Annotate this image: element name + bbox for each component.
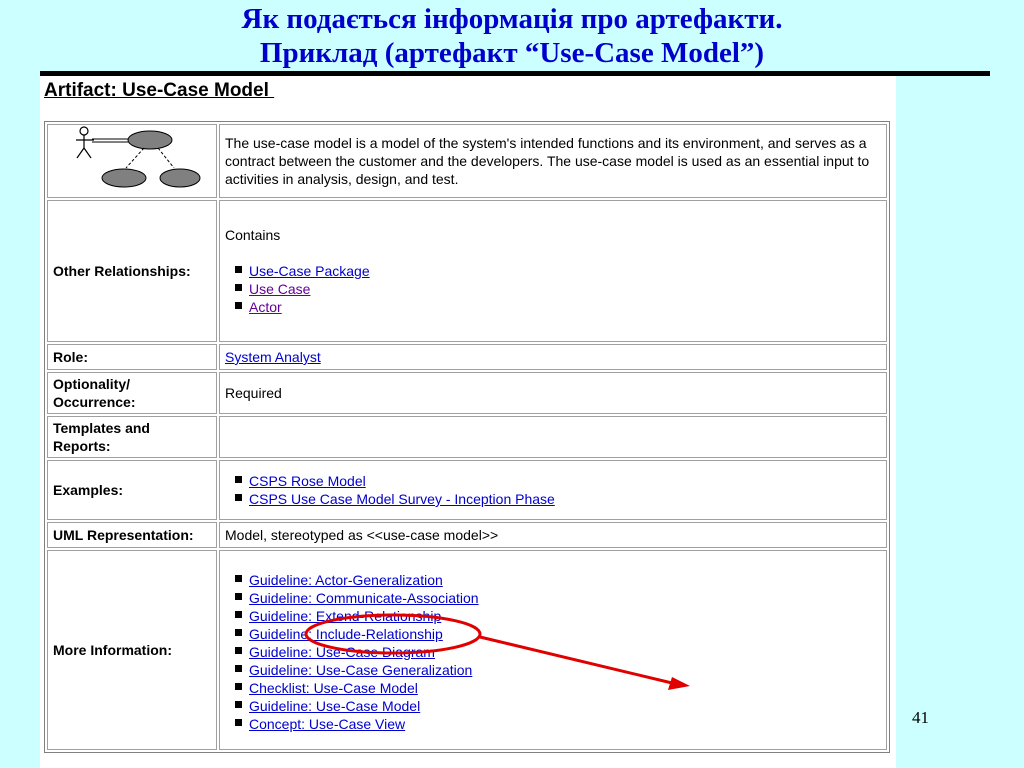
uml-value: Model, stereotyped as <<use-case model>> bbox=[219, 522, 887, 548]
other-relationships-value bbox=[219, 200, 887, 342]
page-number: 41 bbox=[912, 708, 929, 727]
link-communicate-association[interactable]: Guideline: Communicate-Association bbox=[249, 590, 479, 606]
use-case-diagram-icon bbox=[62, 126, 202, 192]
bullet-icon bbox=[235, 284, 242, 291]
artifact-heading: Artifact: Use-Case Model bbox=[44, 80, 275, 101]
table-row bbox=[47, 200, 887, 342]
examples-list bbox=[225, 472, 881, 508]
link-use-case[interactable]: Use Case bbox=[249, 281, 311, 297]
link-use-case-diagram[interactable]: Guideline: Use-Case Diagram bbox=[249, 644, 435, 660]
more-info-label: More Information: bbox=[47, 550, 217, 750]
bullet-icon bbox=[235, 476, 242, 483]
optionality-value: Required bbox=[219, 372, 887, 414]
artifact-table bbox=[44, 121, 890, 753]
list-item bbox=[233, 589, 881, 607]
optionality-label: Optionality/ Occurrence: bbox=[47, 372, 217, 414]
slide-title-line2: Приклад (артефакт “Use-Case Model”) bbox=[259, 37, 765, 69]
table-row bbox=[47, 372, 887, 414]
link-actor[interactable]: Actor bbox=[249, 299, 282, 315]
bullet-icon bbox=[235, 611, 242, 618]
more-info-value bbox=[219, 550, 887, 750]
uml-label: UML Representation: bbox=[47, 522, 217, 548]
list-item bbox=[233, 472, 881, 490]
table-row bbox=[47, 550, 887, 750]
link-extend-relationship[interactable]: Guideline: Extend-Relationship bbox=[249, 608, 442, 624]
list-item bbox=[233, 661, 881, 679]
examples-value bbox=[219, 460, 887, 520]
artifact-page bbox=[40, 76, 896, 768]
link-concept-use-case-view[interactable]: Concept: Use-Case View bbox=[249, 716, 406, 732]
bullet-icon bbox=[235, 683, 242, 690]
table-row bbox=[47, 416, 887, 458]
contains-text: Contains bbox=[225, 227, 281, 243]
artifact-description: The use-case model is a model of the system's intended functions and its environment, and serves as a contract between the customer and the developers. The use-case model is used as an essential input to activities in analysis, design, and test. bbox=[219, 124, 887, 198]
list-item bbox=[233, 607, 881, 625]
link-actor-generalization[interactable]: Guideline: Actor-Generalization bbox=[249, 572, 443, 588]
list-item bbox=[233, 298, 881, 316]
list-item bbox=[233, 280, 881, 298]
list-item bbox=[233, 625, 881, 643]
artifact-icon-cell bbox=[47, 124, 217, 198]
examples-label: Examples: bbox=[47, 460, 217, 520]
list-item bbox=[233, 697, 881, 715]
bullet-icon bbox=[235, 494, 242, 501]
table-row bbox=[47, 460, 887, 520]
contains-list bbox=[225, 262, 881, 316]
bullet-icon bbox=[235, 593, 242, 600]
link-system-analyst[interactable]: System Analyst bbox=[225, 349, 321, 365]
list-item bbox=[233, 715, 881, 733]
link-csps-rose-model[interactable]: CSPS Rose Model bbox=[249, 473, 366, 489]
link-checklist-use-case-model[interactable]: Checklist: Use-Case Model bbox=[249, 680, 418, 696]
list-item bbox=[233, 262, 881, 280]
list-item bbox=[233, 679, 881, 697]
bullet-icon bbox=[235, 575, 242, 582]
link-use-case-package[interactable]: Use-Case Package bbox=[249, 263, 370, 279]
table-row bbox=[47, 522, 887, 548]
list-item bbox=[233, 490, 881, 508]
slide-title-line1: Як подається інформація про артефакти. bbox=[241, 3, 783, 35]
other-relationships-label: Other Relationships: bbox=[47, 200, 217, 342]
link-csps-use-case-survey[interactable]: CSPS Use Case Model Survey - Inception Phase bbox=[249, 491, 555, 507]
bullet-icon bbox=[235, 266, 242, 273]
link-use-case-generalization[interactable]: Guideline: Use-Case Generalization bbox=[249, 662, 473, 678]
bullet-icon bbox=[235, 302, 242, 309]
link-guideline-use-case-model[interactable]: Guideline: Use-Case Model bbox=[249, 698, 421, 714]
list-item bbox=[233, 643, 881, 661]
bullet-icon bbox=[235, 719, 242, 726]
table-row bbox=[47, 344, 887, 370]
table-row bbox=[47, 124, 887, 198]
slide-title bbox=[0, 2, 1024, 70]
role-value bbox=[219, 344, 887, 370]
bullet-icon bbox=[235, 701, 242, 708]
role-label: Role: bbox=[47, 344, 217, 370]
bullet-icon bbox=[235, 629, 242, 636]
bullet-icon bbox=[235, 647, 242, 654]
bullet-icon bbox=[235, 665, 242, 672]
templates-value bbox=[219, 416, 887, 458]
more-info-list bbox=[225, 571, 881, 733]
link-include-relationship[interactable]: Guideline: Include-Relationship bbox=[249, 626, 443, 642]
templates-label: Templates and Reports: bbox=[47, 416, 217, 458]
list-item bbox=[233, 571, 881, 589]
